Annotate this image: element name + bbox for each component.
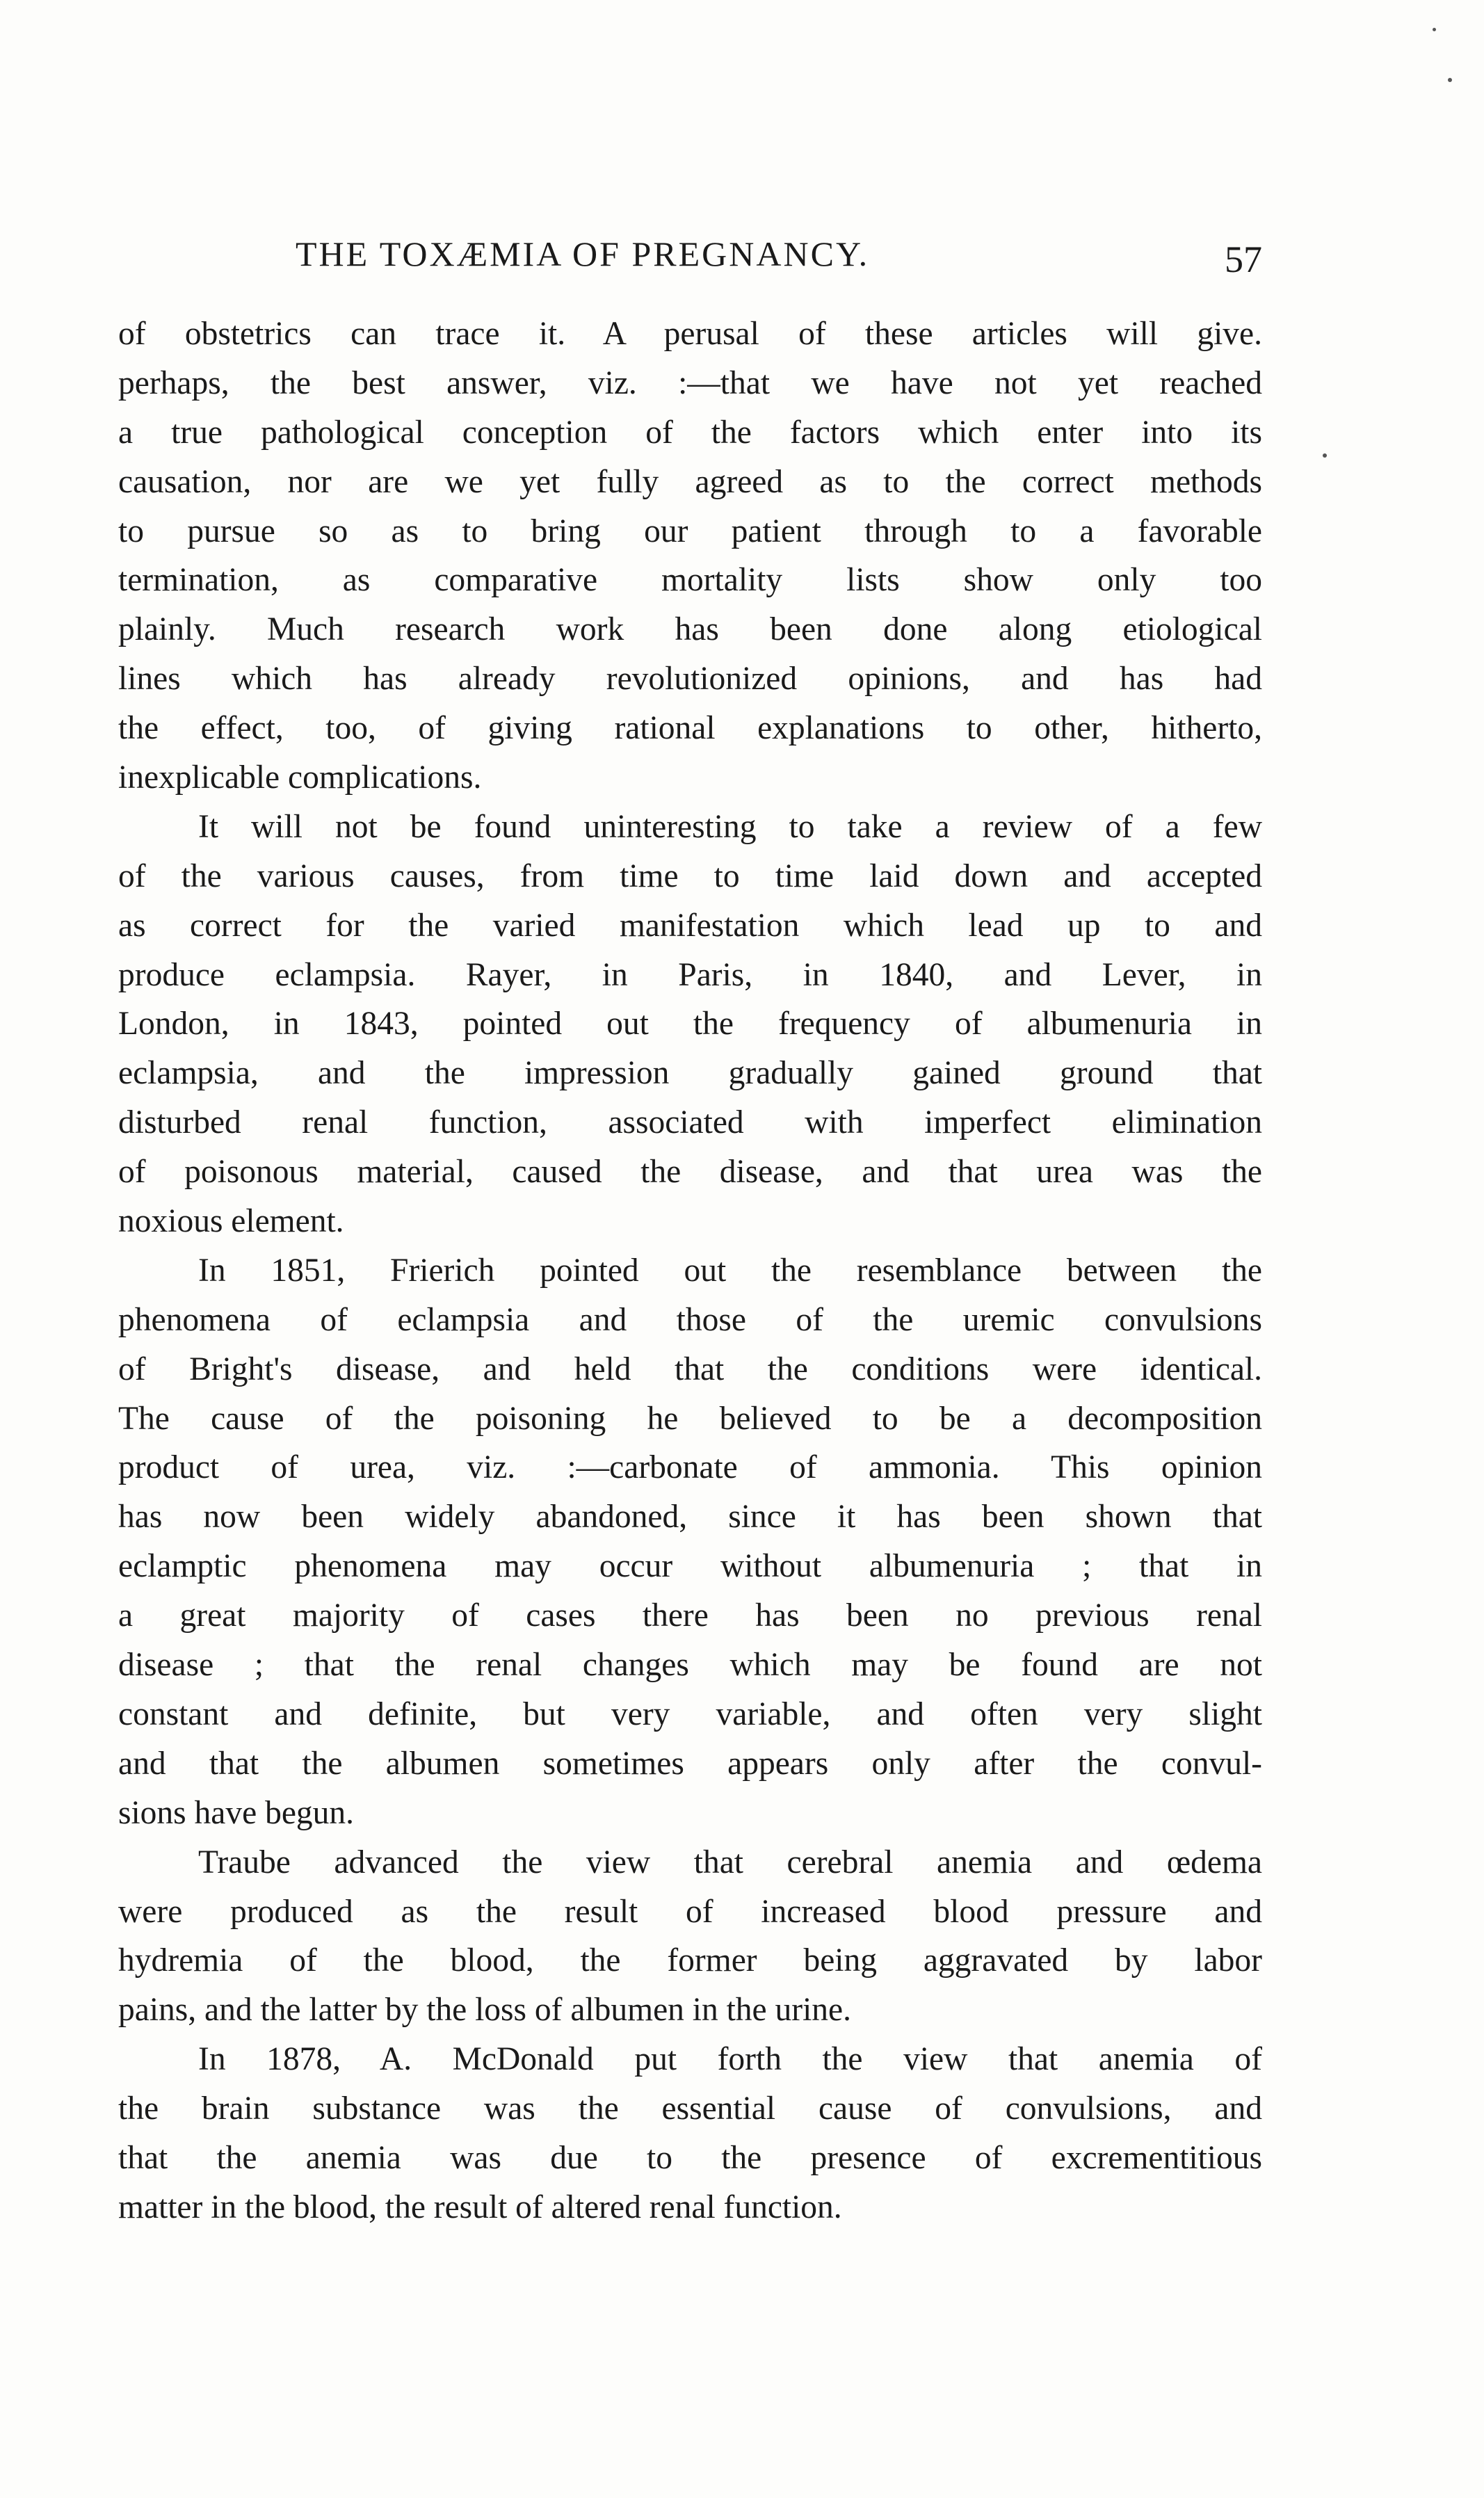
scan-speck bbox=[1433, 28, 1436, 31]
text-line: plainly. Much research work has been done along etiological bbox=[118, 611, 1262, 648]
text-line: In 1851, Frierich pointed out the resemblance between the bbox=[198, 1252, 1262, 1289]
text-line: The cause of the poisoning he believed to be a decomposition bbox=[118, 1400, 1262, 1437]
text-line: lines which has already revolutionized opinions, and has had bbox=[118, 661, 1262, 698]
text-line: causation, nor are we yet fully agreed as to the correct methods bbox=[118, 463, 1262, 500]
text-line: sions have begun. bbox=[118, 1794, 355, 1831]
text-line: hydremia of the blood, the former being aggravated by labor bbox=[118, 1942, 1262, 1979]
text-line: to pursue so as to bring our patient through to a favorable bbox=[118, 513, 1262, 549]
scan-speck bbox=[1448, 78, 1452, 82]
text-line: has now been widely abandoned, since it has been shown that bbox=[118, 1499, 1262, 1536]
text-line: disturbed renal function, associated with imperfect elimination bbox=[118, 1104, 1262, 1141]
text-line: In 1878, A. McDonald put forth the view that anemia of bbox=[198, 2041, 1262, 2078]
scan-speck bbox=[1323, 453, 1327, 458]
text-line: constant and definite, but very variable, and often very slight bbox=[118, 1695, 1262, 1732]
text-line: matter in the blood, the result of altered renal function. bbox=[118, 2189, 842, 2225]
text-line: disease ; that the renal changes which may be found are not bbox=[118, 1647, 1262, 1684]
text-line: of obstetrics can trace it. A perusal of these articles will give. bbox=[118, 316, 1262, 352]
text-line: eclampsia, and the impression gradually gained ground that bbox=[118, 1055, 1262, 1092]
text-line: noxious element. bbox=[118, 1203, 344, 1240]
text-line: and that the albumen sometimes appears only after the convul- bbox=[118, 1745, 1262, 1782]
text-line: Traube advanced the view that cerebral anemia and œdema bbox=[198, 1844, 1262, 1880]
text-line: as correct for the varied manifestation which lead up to and bbox=[118, 907, 1262, 944]
text-line: produce eclampsia. Rayer, in Paris, in 1840, and Lever, in bbox=[118, 956, 1262, 993]
text-line: pains, and the latter by the loss of albumen in the urine. bbox=[118, 1992, 851, 2029]
text-line: termination, as comparative mortality lists show only too bbox=[118, 562, 1262, 599]
text-line: It will not be found uninteresting to take a review of a few bbox=[198, 808, 1262, 845]
text-line: product of urea, viz. :—carbonate of ammonia. This opinion bbox=[118, 1449, 1262, 1486]
text-line: eclamptic phenomena may occur without albumenuria ; that in bbox=[118, 1548, 1262, 1585]
text-line: that the anemia was due to the presence of excrementitious bbox=[118, 2139, 1262, 2176]
text-line: the effect, too, of giving rational explanations to other, hitherto, bbox=[118, 710, 1262, 747]
text-line: inexplicable complications. bbox=[118, 759, 482, 796]
text-line: of poisonous material, caused the disease, and that urea was the bbox=[118, 1154, 1262, 1191]
text-line: a true pathological conception of the factors which enter into its bbox=[118, 414, 1262, 451]
running-title: THE TOXÆMIA OF PREGNANCY. bbox=[296, 234, 870, 273]
text-line: a great majority of cases there has been no previous renal bbox=[118, 1597, 1262, 1634]
page-number: 57 bbox=[1225, 239, 1262, 280]
text-line: of Bright's disease, and held that the conditions were identical. bbox=[118, 1351, 1262, 1387]
text-line: were produced as the result of increased blood pressure and bbox=[118, 1893, 1262, 1930]
text-line: of the various causes, from time to time laid down and accepted bbox=[118, 857, 1262, 894]
running-head bbox=[118, 229, 1262, 278]
body-text bbox=[118, 309, 1262, 2232]
text-line: the brain substance was the essential cause of convulsions, and bbox=[118, 2090, 1262, 2127]
text-line: phenomena of eclampsia and those of the uremic convulsions bbox=[118, 1301, 1262, 1338]
text-line: London, in 1843, pointed out the frequency of albumenuria in bbox=[118, 1006, 1262, 1042]
text-line: perhaps, the best answer, viz. :—that we have not yet reached bbox=[118, 364, 1262, 401]
